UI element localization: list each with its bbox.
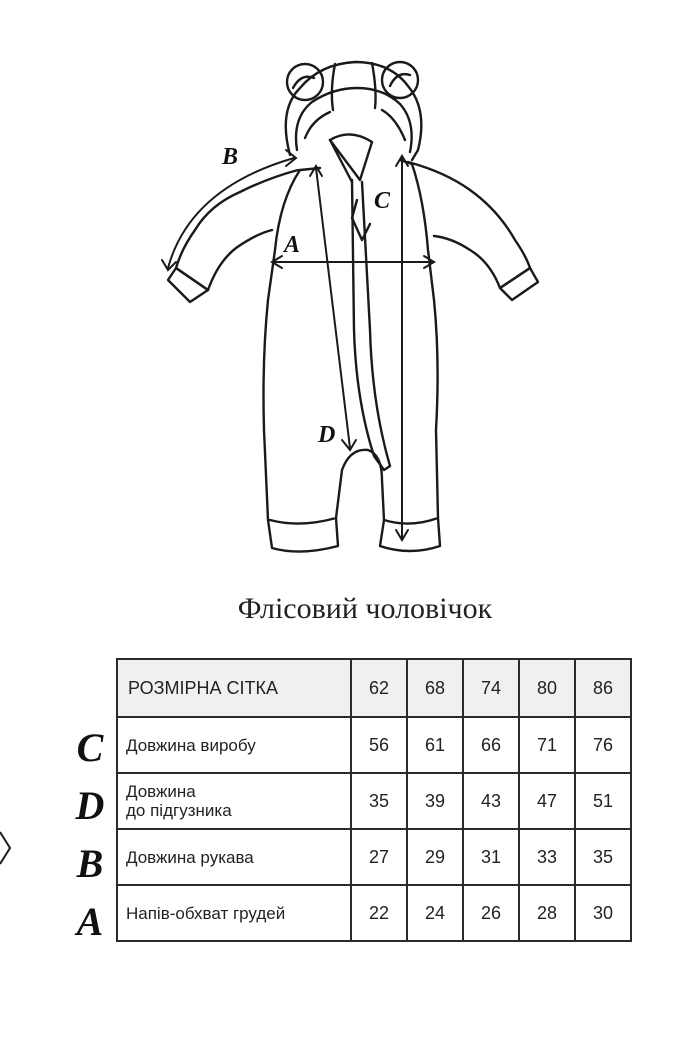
table-cell: 51 bbox=[575, 773, 631, 829]
cropped-edge-mark bbox=[0, 828, 14, 868]
row-label-chest-half-girth: Напів-обхват грудей bbox=[117, 885, 351, 941]
table-cell: 76 bbox=[575, 717, 631, 773]
size-header: 86 bbox=[575, 659, 631, 717]
table-cell: 39 bbox=[407, 773, 463, 829]
table-row bbox=[117, 773, 631, 829]
size-header: 68 bbox=[407, 659, 463, 717]
row-letter-c: C bbox=[76, 725, 104, 770]
dimension-label-c: C bbox=[374, 188, 391, 214]
sleeve-left bbox=[176, 170, 301, 290]
row-label-product-length: Довжина виробу bbox=[117, 717, 351, 773]
table-cell: 24 bbox=[407, 885, 463, 941]
table-cell: 28 bbox=[519, 885, 575, 941]
table-header-row bbox=[117, 659, 631, 717]
table-cell: 71 bbox=[519, 717, 575, 773]
table-cell: 31 bbox=[463, 829, 519, 885]
table-cell: 35 bbox=[575, 829, 631, 885]
size-header: 80 bbox=[519, 659, 575, 717]
size-header: 62 bbox=[351, 659, 407, 717]
table-header-label: РОЗМІРНА СІТКА bbox=[117, 659, 351, 717]
table-cell: 33 bbox=[519, 829, 575, 885]
table-cell: 66 bbox=[463, 717, 519, 773]
row-letter-b: B bbox=[76, 841, 104, 886]
size-header: 74 bbox=[463, 659, 519, 717]
dimension-label-a: A bbox=[284, 232, 301, 258]
table-row bbox=[117, 885, 631, 941]
table-cell: 61 bbox=[407, 717, 463, 773]
body-outline bbox=[264, 160, 439, 524]
dimension-label-d: D bbox=[318, 422, 336, 448]
table-row bbox=[117, 717, 631, 773]
table-cell: 29 bbox=[407, 829, 463, 885]
table-cell: 22 bbox=[351, 885, 407, 941]
table-cell: 47 bbox=[519, 773, 575, 829]
row-letter-a: A bbox=[76, 899, 104, 944]
table-cell: 43 bbox=[463, 773, 519, 829]
dimension-line-d bbox=[316, 168, 350, 448]
table-cell: 35 bbox=[351, 773, 407, 829]
table-cell: 27 bbox=[351, 829, 407, 885]
dimension-label-b: B bbox=[222, 144, 239, 170]
table-row bbox=[117, 829, 631, 885]
row-label-sleeve-length: Довжина рукава bbox=[117, 829, 351, 885]
size-table bbox=[116, 658, 632, 942]
table-cell: 56 bbox=[351, 717, 407, 773]
product-title: Флісовий чоловічок bbox=[237, 592, 493, 625]
row-letter-d: D bbox=[75, 783, 105, 828]
table-cell: 26 bbox=[463, 885, 519, 941]
table-cell: 30 bbox=[575, 885, 631, 941]
row-label-length-to-diaper: Довжина до підгузника bbox=[117, 773, 351, 829]
